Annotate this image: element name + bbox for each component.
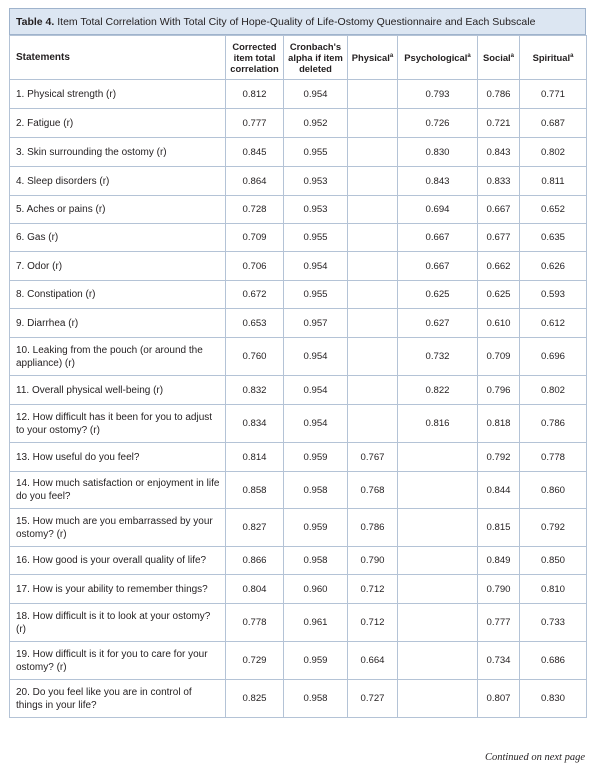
value-cell-spiritual: 0.786 (520, 405, 587, 443)
table-row (10, 472, 587, 509)
table-body (10, 80, 587, 718)
value-cell-psychological: 0.627 (398, 309, 478, 338)
value-cell-corrected-item-total-correlation: 0.825 (226, 680, 284, 718)
table-row (10, 547, 587, 575)
value-cell-cronbach-alpha-if-deleted: 0.954 (284, 338, 348, 376)
statement-cell: 13. How useful do you feel? (10, 443, 226, 472)
value-cell-cronbach-alpha-if-deleted: 0.954 (284, 80, 348, 109)
value-cell-spiritual: 0.687 (520, 109, 587, 138)
value-cell-physical (348, 309, 398, 338)
value-cell-corrected-item-total-correlation: 0.672 (226, 281, 284, 309)
value-cell-corrected-item-total-correlation: 0.858 (226, 472, 284, 509)
value-cell-psychological: 0.816 (398, 405, 478, 443)
value-cell-physical: 0.790 (348, 547, 398, 575)
table-row (10, 405, 587, 443)
column-header-cronbach-alpha-if-deleted (284, 36, 348, 80)
statement-cell: 5. Aches or pains (r) (10, 196, 226, 224)
value-cell-social: 0.721 (478, 109, 520, 138)
value-cell-cronbach-alpha-if-deleted: 0.953 (284, 167, 348, 196)
statement-cell: 19. How difficult is it for you to care for your ostomy? (r) (10, 642, 226, 680)
value-cell-corrected-item-total-correlation: 0.834 (226, 405, 284, 443)
value-cell-cronbach-alpha-if-deleted: 0.959 (284, 509, 348, 547)
table-caption (9, 8, 586, 35)
value-cell-spiritual: 0.696 (520, 338, 587, 376)
column-header-text: Cronbach's alpha if item deleted (288, 41, 343, 74)
column-header-text: Spiritual (532, 52, 571, 64)
table-row (10, 575, 587, 604)
value-cell-physical (348, 109, 398, 138)
value-cell-psychological: 0.822 (398, 376, 478, 405)
statement-cell: 7. Odor (r) (10, 252, 226, 281)
value-cell-social: 0.818 (478, 405, 520, 443)
statement-cell: 14. How much satisfaction or enjoyment in life do you feel? (10, 472, 226, 509)
column-header-text: Corrected item total correlation (230, 41, 279, 74)
statement-cell: 4. Sleep disorders (r) (10, 167, 226, 196)
value-cell-social: 0.677 (478, 224, 520, 252)
statement-cell: 2. Fatigue (r) (10, 109, 226, 138)
value-cell-spiritual: 0.652 (520, 196, 587, 224)
value-cell-cronbach-alpha-if-deleted: 0.961 (284, 604, 348, 642)
value-cell-corrected-item-total-correlation: 0.804 (226, 575, 284, 604)
value-cell-cronbach-alpha-if-deleted: 0.954 (284, 252, 348, 281)
value-cell-physical (348, 167, 398, 196)
value-cell-social: 0.844 (478, 472, 520, 509)
value-cell-social: 0.734 (478, 642, 520, 680)
statement-cell: 6. Gas (r) (10, 224, 226, 252)
footnote-marker: a (467, 53, 471, 60)
value-cell-psychological (398, 472, 478, 509)
value-cell-spiritual: 0.771 (520, 80, 587, 109)
statement-cell: 16. How good is your overall quality of life? (10, 547, 226, 575)
value-cell-social: 0.790 (478, 575, 520, 604)
table-row (10, 224, 587, 252)
value-cell-psychological: 0.726 (398, 109, 478, 138)
value-cell-spiritual: 0.802 (520, 376, 587, 405)
column-header-text: Statements (16, 52, 70, 63)
value-cell-cronbach-alpha-if-deleted: 0.955 (284, 138, 348, 167)
table-row (10, 680, 587, 718)
value-cell-social: 0.625 (478, 281, 520, 309)
value-cell-physical: 0.664 (348, 642, 398, 680)
footnote-marker: a (389, 53, 394, 60)
statement-cell: 11. Overall physical well-being (r) (10, 376, 226, 405)
value-cell-corrected-item-total-correlation: 0.760 (226, 338, 284, 376)
table-row (10, 604, 587, 642)
value-cell-social: 0.807 (478, 680, 520, 718)
correlation-table (9, 35, 587, 718)
value-cell-psychological (398, 509, 478, 547)
value-cell-spiritual: 0.778 (520, 443, 587, 472)
value-cell-spiritual: 0.733 (520, 604, 587, 642)
value-cell-physical: 0.767 (348, 443, 398, 472)
value-cell-psychological (398, 575, 478, 604)
column-header-psychological (398, 36, 478, 80)
value-cell-psychological: 0.830 (398, 138, 478, 167)
value-cell-psychological: 0.732 (398, 338, 478, 376)
value-cell-social: 0.777 (478, 604, 520, 642)
value-cell-cronbach-alpha-if-deleted: 0.954 (284, 376, 348, 405)
value-cell-cronbach-alpha-if-deleted: 0.958 (284, 680, 348, 718)
value-cell-physical: 0.786 (348, 509, 398, 547)
table-row (10, 376, 587, 405)
statement-cell: 12. How difficult has it been for you to adjust to your ostomy? (r) (10, 405, 226, 443)
statement-cell: 8. Constipation (r) (10, 281, 226, 309)
statement-cell: 10. Leaking from the pouch (or around the appliance) (r) (10, 338, 226, 376)
value-cell-social: 0.833 (478, 167, 520, 196)
caption-text: Item Total Correlation With Total City of Hope-Quality of Life-Ostomy Questionnaire and Each Subscale (57, 16, 536, 28)
value-cell-social: 0.786 (478, 80, 520, 109)
caption-label: Table 4. (16, 16, 55, 28)
statement-cell: 1. Physical strength (r) (10, 80, 226, 109)
value-cell-physical: 0.712 (348, 575, 398, 604)
value-cell-social: 0.610 (478, 309, 520, 338)
column-header-social (478, 36, 520, 80)
value-cell-spiritual: 0.686 (520, 642, 587, 680)
value-cell-physical: 0.727 (348, 680, 398, 718)
value-cell-psychological: 0.843 (398, 167, 478, 196)
column-header-statements (10, 36, 226, 80)
value-cell-social: 0.796 (478, 376, 520, 405)
value-cell-social: 0.815 (478, 509, 520, 547)
value-cell-psychological (398, 443, 478, 472)
value-cell-cronbach-alpha-if-deleted: 0.960 (284, 575, 348, 604)
value-cell-social: 0.709 (478, 338, 520, 376)
value-cell-social: 0.792 (478, 443, 520, 472)
value-cell-spiritual: 0.612 (520, 309, 587, 338)
value-cell-social: 0.849 (478, 547, 520, 575)
continued-note: Continued on next page (484, 752, 585, 763)
value-cell-physical (348, 281, 398, 309)
value-cell-psychological: 0.793 (398, 80, 478, 109)
value-cell-cronbach-alpha-if-deleted: 0.958 (284, 472, 348, 509)
table-row (10, 196, 587, 224)
value-cell-physical: 0.768 (348, 472, 398, 509)
footnote-marker: a (570, 53, 574, 60)
table-container (9, 8, 586, 718)
value-cell-cronbach-alpha-if-deleted: 0.953 (284, 196, 348, 224)
value-cell-physical (348, 224, 398, 252)
value-cell-corrected-item-total-correlation: 0.864 (226, 167, 284, 196)
column-header-physical (348, 36, 398, 80)
value-cell-social: 0.843 (478, 138, 520, 167)
value-cell-corrected-item-total-correlation: 0.729 (226, 642, 284, 680)
value-cell-cronbach-alpha-if-deleted: 0.958 (284, 547, 348, 575)
statement-cell: 20. Do you feel like you are in control of things in your life? (10, 680, 226, 718)
value-cell-corrected-item-total-correlation: 0.827 (226, 509, 284, 547)
value-cell-physical (348, 80, 398, 109)
value-cell-physical (348, 252, 398, 281)
column-header-spiritual (520, 36, 587, 80)
value-cell-corrected-item-total-correlation: 0.777 (226, 109, 284, 138)
value-cell-cronbach-alpha-if-deleted: 0.957 (284, 309, 348, 338)
table-row (10, 338, 587, 376)
value-cell-spiritual: 0.626 (520, 252, 587, 281)
value-cell-social: 0.667 (478, 196, 520, 224)
value-cell-physical: 0.712 (348, 604, 398, 642)
table-row (10, 443, 587, 472)
header-row (10, 36, 587, 80)
value-cell-psychological: 0.694 (398, 196, 478, 224)
value-cell-corrected-item-total-correlation: 0.845 (226, 138, 284, 167)
table-row (10, 509, 587, 547)
value-cell-corrected-item-total-correlation: 0.778 (226, 604, 284, 642)
table-row (10, 80, 587, 109)
statement-cell: 18. How difficult is it to look at your ostomy? (r) (10, 604, 226, 642)
value-cell-spiritual: 0.593 (520, 281, 587, 309)
column-header-text: Psychological (404, 52, 468, 64)
value-cell-psychological (398, 642, 478, 680)
value-cell-spiritual: 0.850 (520, 547, 587, 575)
value-cell-psychological: 0.625 (398, 281, 478, 309)
value-cell-corrected-item-total-correlation: 0.812 (226, 80, 284, 109)
value-cell-corrected-item-total-correlation: 0.814 (226, 443, 284, 472)
footnote-marker: a (510, 53, 514, 60)
statement-cell: 17. How is your ability to remember things? (10, 575, 226, 604)
value-cell-physical (348, 376, 398, 405)
table-row (10, 252, 587, 281)
column-header-corrected-item-total-correlation (226, 36, 284, 80)
table-row (10, 167, 587, 196)
value-cell-cronbach-alpha-if-deleted: 0.952 (284, 109, 348, 138)
statement-cell: 9. Diarrhea (r) (10, 309, 226, 338)
value-cell-physical (348, 338, 398, 376)
column-header-text: Physical (351, 52, 390, 64)
value-cell-corrected-item-total-correlation: 0.866 (226, 547, 284, 575)
value-cell-spiritual: 0.830 (520, 680, 587, 718)
statement-cell: 15. How much are you embarrassed by your ostomy? (r) (10, 509, 226, 547)
value-cell-spiritual: 0.810 (520, 575, 587, 604)
value-cell-spiritual: 0.792 (520, 509, 587, 547)
value-cell-corrected-item-total-correlation: 0.706 (226, 252, 284, 281)
statement-cell: 3. Skin surrounding the ostomy (r) (10, 138, 226, 167)
column-header-text: Social (483, 52, 511, 64)
value-cell-spiritual: 0.635 (520, 224, 587, 252)
value-cell-cronbach-alpha-if-deleted: 0.955 (284, 224, 348, 252)
value-cell-psychological (398, 680, 478, 718)
value-cell-spiritual: 0.811 (520, 167, 587, 196)
value-cell-spiritual: 0.802 (520, 138, 587, 167)
table-row (10, 642, 587, 680)
table-row (10, 309, 587, 338)
table-row (10, 138, 587, 167)
value-cell-cronbach-alpha-if-deleted: 0.959 (284, 642, 348, 680)
value-cell-cronbach-alpha-if-deleted: 0.955 (284, 281, 348, 309)
value-cell-corrected-item-total-correlation: 0.653 (226, 309, 284, 338)
table-row (10, 281, 587, 309)
value-cell-physical (348, 196, 398, 224)
value-cell-corrected-item-total-correlation: 0.832 (226, 376, 284, 405)
value-cell-physical (348, 138, 398, 167)
value-cell-spiritual: 0.860 (520, 472, 587, 509)
table-row (10, 109, 587, 138)
value-cell-cronbach-alpha-if-deleted: 0.954 (284, 405, 348, 443)
value-cell-psychological: 0.667 (398, 252, 478, 281)
value-cell-corrected-item-total-correlation: 0.728 (226, 196, 284, 224)
value-cell-physical (348, 405, 398, 443)
value-cell-cronbach-alpha-if-deleted: 0.959 (284, 443, 348, 472)
value-cell-psychological: 0.667 (398, 224, 478, 252)
value-cell-psychological (398, 604, 478, 642)
value-cell-social: 0.662 (478, 252, 520, 281)
value-cell-psychological (398, 547, 478, 575)
value-cell-corrected-item-total-correlation: 0.709 (226, 224, 284, 252)
